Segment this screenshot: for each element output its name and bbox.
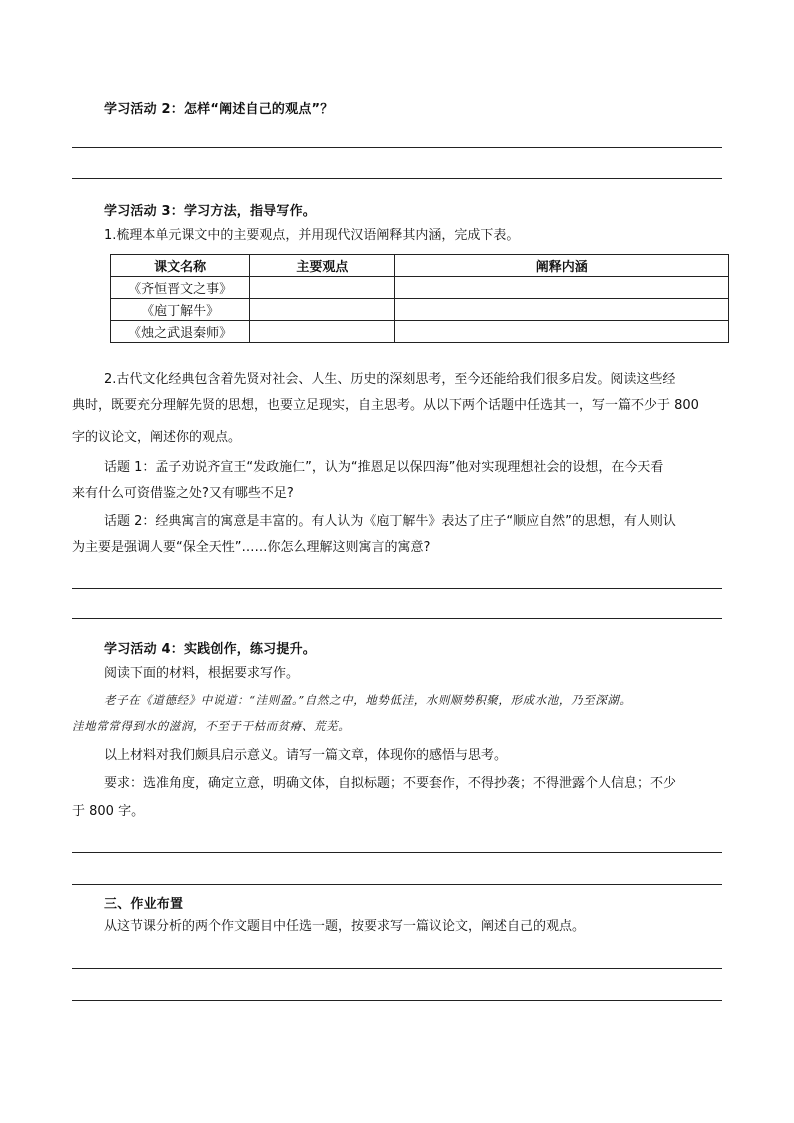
table-row — [111, 277, 729, 299]
requirement-line: 要求：选准角度，确定立意，明确文体，自拟标题；不要套作，不得抄袭；不得泄露个人信息；不少 — [104, 776, 677, 791]
table-row — [111, 321, 729, 343]
viewpoint-table — [110, 254, 729, 343]
activity-4-intro: 阅读下面的材料，根据要求写作。 — [104, 666, 300, 681]
answer-line — [72, 178, 722, 179]
answer-line — [72, 968, 722, 969]
homework-title: 三、作业布置 — [104, 897, 184, 912]
task-1-instruction: 1.梳理本单元课文中的主要观点，并用现代汉语阐释其内涵，完成下表。 — [104, 228, 520, 243]
task-2-line: 2.古代文化经典包含着先贤对社会、人生、历史的深刻思考，至今还能给我们很多启发。阅读这些经 — [104, 372, 676, 387]
table-cell-explanation[interactable] — [395, 321, 729, 343]
activity-4-title: 学习活动 4：实践创作，练习提升。 — [104, 642, 316, 657]
topic-1-line: 来有什么可资借鉴之处?又有哪些不足? — [72, 486, 294, 501]
table-cell-title: 《齐恒晋文之事》 — [111, 277, 250, 299]
answer-line — [72, 147, 722, 148]
table-cell-explanation[interactable] — [395, 277, 729, 299]
table-cell-title: 《庖丁解牛》 — [111, 299, 250, 321]
table-cell-viewpoint[interactable] — [250, 299, 395, 321]
material-quote-line: 洼地常常得到水的滋润，不至于干枯而贫瘠、荒芜。 — [72, 719, 351, 733]
requirement-line: 于 800 字。 — [72, 804, 145, 819]
table-cell-viewpoint[interactable] — [250, 277, 395, 299]
activity-4-prompt: 以上材料对我们颇具启示意义。请写一篇文章，体现你的感悟与思考。 — [104, 748, 508, 763]
table-cell-explanation[interactable] — [395, 299, 729, 321]
table-header-cell: 课文名称 — [111, 255, 250, 277]
topic-1-line: 话题 1：孟子劝说齐宣王“发政施仁”，认为“推恩足以保四海”他对实现理想社会的设想，在今天看 — [104, 460, 664, 475]
answer-line — [72, 588, 722, 589]
activity-2-title: 学习活动 2：怎样“阐述自己的观点”？ — [104, 102, 334, 117]
table-row — [111, 299, 729, 321]
activity-3-title: 学习活动 3：学习方法，指导写作。 — [104, 204, 316, 219]
answer-line — [72, 852, 722, 853]
answer-line — [72, 618, 722, 619]
topic-2-line: 话题 2：经典寓言的寓意是丰富的。有人认为《庖丁解牛》表达了庄子“顺应自然”的思想，有人则认 — [104, 514, 676, 529]
topic-2-line: 为主要是强调人要“保全天性”……你怎么理解这则寓言的寓意? — [72, 540, 431, 555]
table-header-cell: 主要观点 — [250, 255, 395, 277]
table-header-cell: 阐释内涵 — [395, 255, 729, 277]
table-cell-title: 《烛之武退秦师》 — [111, 321, 250, 343]
task-2-line: 典时，既要充分理解先贤的思想，也要立足现实，自主思考。从以下两个话题中任选其一，写一篇不少于 800 — [72, 398, 699, 413]
table-cell-viewpoint[interactable] — [250, 321, 395, 343]
material-quote-line: 老子在《道德经》中说道：“洼则盈。”自然之中，地势低洼，水则顺势积聚，形成水池，乃至深湖。 — [104, 693, 632, 707]
answer-line — [72, 1000, 722, 1001]
table-header-row — [111, 255, 729, 277]
answer-line — [72, 884, 722, 885]
task-2-line: 字的议论文，阐述你的观点。 — [72, 430, 242, 445]
homework-text: 从这节课分析的两个作文题目中任选一题，按要求写一篇议论文，阐述自己的观点。 — [104, 919, 586, 934]
